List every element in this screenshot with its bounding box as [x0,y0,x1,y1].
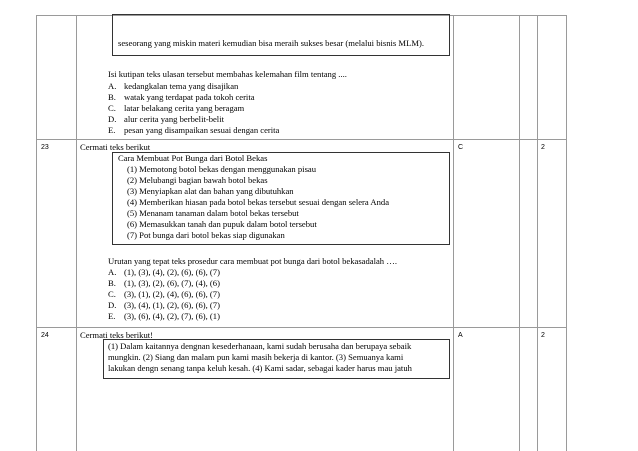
option-text: watak yang terdapat pada tokoh cerita [124,92,255,102]
option-e-prev[interactable] [108,125,279,136]
row-divider-23 [36,139,567,140]
quote-box-prev [112,14,450,56]
question-text-prev: Isi kutipan teks ulasan tersebut membahas kelemahan film tentang .... [108,69,347,79]
option-d-prev[interactable] [108,114,224,125]
option-letter: A. [108,81,117,91]
passage-box-24 [103,339,450,379]
option-letter: C. [108,289,116,299]
col-border-right [566,15,567,451]
procedure-step: (7) Pot bunga dari botol bekas siap digunakan [127,230,285,240]
option-b-prev[interactable] [108,92,255,103]
question-number-23: 23 [41,144,49,151]
option-letter: E. [108,311,116,321]
procedure-step: (4) Memberikan hiasan pada botol bekas tersebut sesuai dengan selera Anda [127,197,390,207]
option-c-prev[interactable] [108,103,244,114]
procedure-step: (3) Menyiapkan alat dan bahan yang dibutuhkan [127,186,294,196]
procedure-box-23 [112,152,450,245]
option-letter: B. [108,278,116,288]
score-24: 2 [541,332,545,339]
option-d-23[interactable] [108,300,220,311]
passage-line: (1) Dalam kaitannya dengnan kesederhanaan, kami sudah berusaha dan berupaya sebaik [108,341,412,351]
option-e-23[interactable] [108,311,220,322]
option-c-23[interactable] [108,289,220,300]
procedure-step: (5) Menanam tanaman dalam botol bekas tersebut [127,208,299,218]
option-text: (1), (3), (2), (6), (7), (4), (6) [124,278,220,288]
procedure-step: (2) Melubangi bagian bawah botol bekas [127,175,268,185]
option-a-23[interactable] [108,267,220,278]
quote-line: seseorang yang miskin materi kemudian bisa meraih sukses besar (melalui bisnis MLM). [118,38,424,48]
procedure-step: (6) Memasukkan tanah dan pupuk dalam botol tersebut [127,219,317,229]
procedure-title: Cara Membuat Pot Bunga dari Botol Bekas [118,153,268,163]
col-border-mid [519,15,520,451]
option-text: (3), (6), (4), (2), (7), (6), (1) [124,311,220,321]
option-letter: D. [108,114,117,124]
option-a-prev[interactable] [108,81,238,92]
option-text: alur cerita yang berbelit-belit [124,114,224,124]
instruction-23: Cermati teks berikut [80,142,151,152]
col-border-score [537,15,538,451]
passage-line: mungkin. (2) Siang dan malam pun kami masih bekerja di kantor. (3) Semuanya kami [108,352,404,362]
score-23: 2 [541,144,545,151]
answer-key-24: A [458,332,463,339]
passage-line: lakukan dengn senang tanpa keluh kesah. (4) Kami sadar, sebagai kader harus mau jatuh [108,363,412,373]
option-text: kedangkalan tema yang disajikan [124,81,239,91]
option-b-23[interactable] [108,278,220,289]
option-letter: A. [108,267,117,277]
option-letter: D. [108,300,117,310]
option-text: latar belakang cerita yang beragam [124,103,245,113]
answer-key-23: C [458,144,464,151]
row-divider-24 [36,327,567,328]
option-text: (3), (1), (2), (4), (6), (6), (7) [124,289,220,299]
option-text: (3), (4), (1), (2), (6), (6), (7) [124,300,220,310]
option-letter: C. [108,103,116,113]
instruction-24: Cermati teks berikut! [80,330,154,340]
col-border-key [453,15,454,451]
option-text: pesan yang disampaikan sesuai dengan cerita [124,125,280,135]
option-text: (1), (3), (4), (2), (6), (6), (7) [124,267,220,277]
col-border-number [76,15,77,451]
question-text-23: Urutan yang tepat teks prosedur cara membuat pot bunga dari botol bekasadalah …. [108,256,397,266]
question-number-24: 24 [41,332,49,339]
option-letter: B. [108,92,116,102]
option-letter: E. [108,125,116,135]
procedure-step: (1) Memotong botol bekas dengan menggunakan pisau [127,164,317,174]
col-border-left [36,15,37,451]
